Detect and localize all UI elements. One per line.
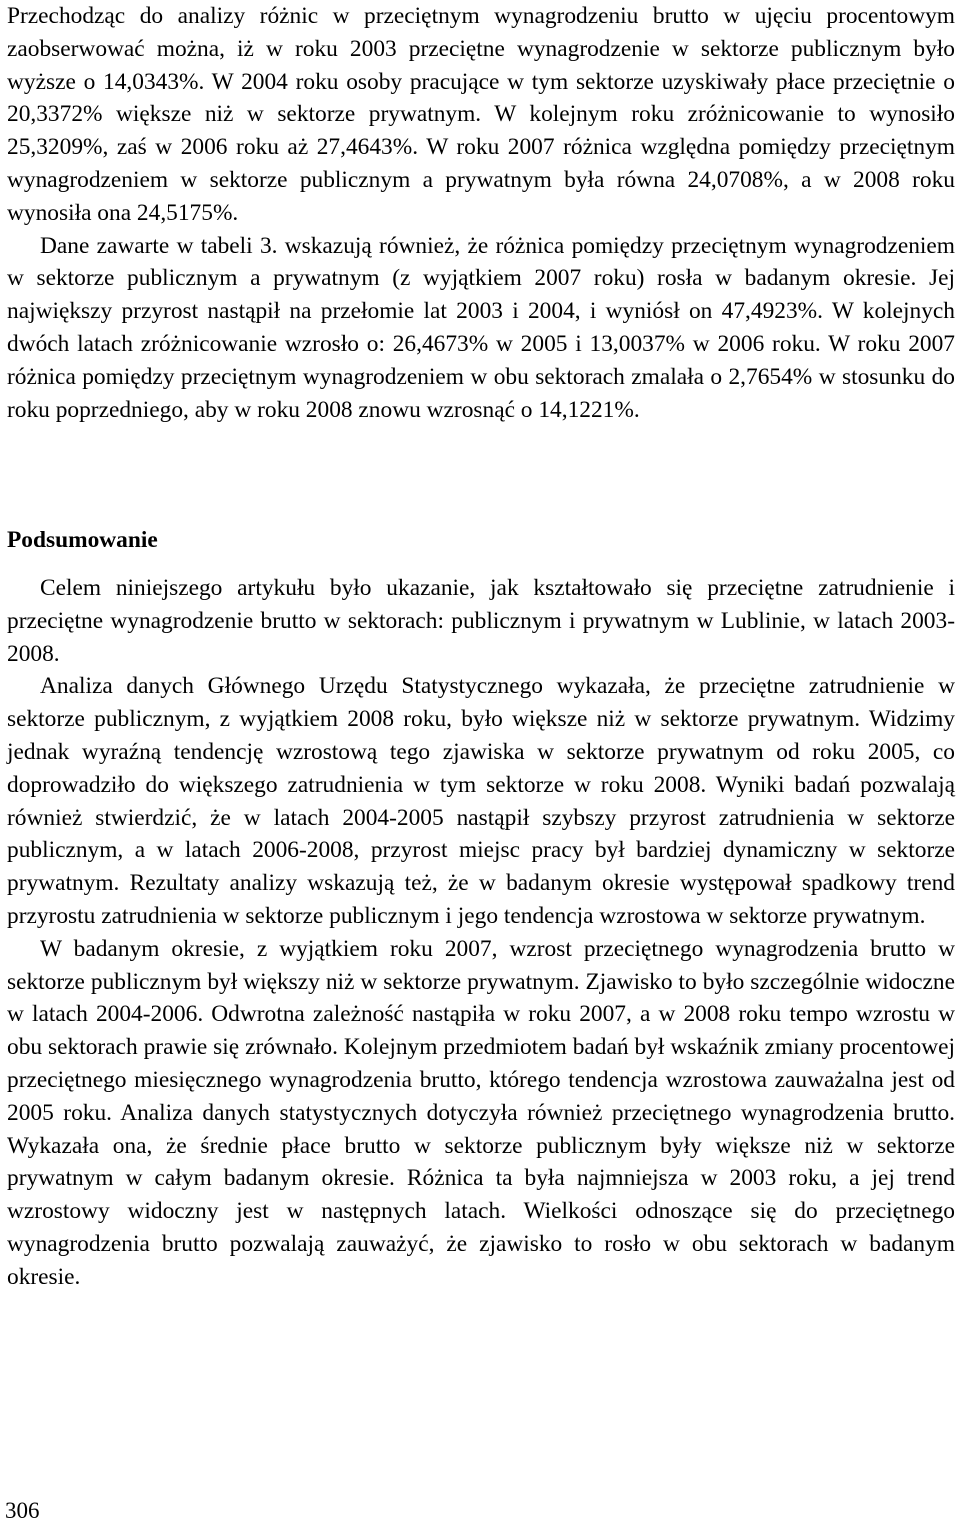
paragraph-summary-wages: W badanym okresie, z wyjątkiem roku 2007, wzrost przeciętnego wynagrodzenia brutto w sektorze publicznym był większy niż w sektorze prywatnym. Zjawisko to było szczególnie widoczne w latach 2004-2006. Odwrotna zależność nastąpiła w roku 2007, a w 2008 roku tempo wzrostu w obu sektorach prawie się zrównało. Kolejnym przedmiotem badań był wskaźnik zmiany procentowej przeciętnego miesięcznego wynagrodzenia brutto, którego tendencja wzrostowa zauważalna jest od 2005 roku. Analiza danych statystycznych dotyczyła również przeciętnego wynagrodzenia brutto. Wykazała ona, że średnie płace brutto w sektorze publicznym były większe niż w sektorze prywatnym w całym badanym okresie. Różnica ta była najmniejsza w 2003 roku, a jej trend wzrostowy widoczny jest w następnych latach. Wielkości odnoszące się do przeciętnego wynagrodzenia brutto pozwalają zauważyć, że zjawisko to rosło w obu sektorach w badanym okresie.	[7, 935, 955, 1290]
section-heading-summary: Podsumowanie	[7, 527, 158, 553]
analysis-section	[7, 0, 955, 426]
paragraph-summary-aim: Celem niniejszego artykułu było ukazanie, jak kształtowało się przeciętne zatrudnienie i przeciętne wynagrodzenie brutto w sektorach: publicznym i prywatnym w Lublinie, w latach 2003-2008.	[7, 575, 955, 667]
paragraph-wage-differences: Przechodząc do analizy różnic w przeciętnym wynagrodzeniu brutto w ujęciu procentowym zaobserwować można, iż w roku 2003 przeciętne wynagrodzenie w sektorze publicznym było wyższe o 14,0343%. W 2004 roku osoby pracujące w tym sektorze uzyskiwały płace przeciętnie o 20,3372% większe niż w sektorze prywatnym. W kolejnym roku zróżnicowanie to wynosiło 25,3209%, zaś w 2006 roku aż 27,4643%. W roku 2007 różnica względna pomiędzy przeciętnym wynagrodzeniem w sektorze publicznym a prywatnym była równa 24,0708%, a w 2008 roku wynosiła ona 24,5175%.	[7, 3, 955, 226]
summary-section	[7, 572, 955, 1294]
paragraph-summary-employment: Analiza danych Głównego Urzędu Statystycznego wykazała, że przeciętne zatrudnienie w sektorze publicznym, z wyjątkiem 2008 roku, było większe niż w sektorze prywatnym. Widzimy jednak wyraźną tendencję wzrostową tego zjawiska w sektorze prywatnym od roku 2005, co doprowadziło do większego zatrudnienia w tym sektorze w roku 2008. Wyniki badań pozwalają również stwierdzić, że w latach 2004-2005 nastąpił szybszy przyrost zatrudnienia w sektorze publicznym, a w latach 2006-2008, przyrost miejsc pracy był bardziej dynamiczny w sektorze prywatnym. Rezultaty analizy wskazują też, że w badanym okresie występował spadkowy trend przyrostu zatrudnienia w sektorze publicznym i jego tendencja wzrostowa w sektorze prywatnym.	[7, 673, 955, 929]
paragraph-table-3-discussion: Dane zawarte w tabeli 3. wskazują również, że różnica pomiędzy przeciętnym wynagrodzeniem w sektorze publicznym a prywatnym (z wyjątkiem 2007 roku) rosła w badanym okresie. Jej największy przyrost nastąpił na przełomie lat 2003 i 2004, i wyniósł on 47,4923%. W kolejnych dwóch latach zróżnicowanie wzrosło o: 26,4673% w 2005 i 13,0037% w 2006 roku. W roku 2007 różnica pomiędzy przeciętnym wynagrodzeniem w obu sektorach zmalała o 2,7654% w stosunku do roku poprzedniego, aby w roku 2008 znowu wzrosnąć o 14,1221%.	[7, 232, 955, 423]
page-number: 306	[5, 1498, 40, 1523]
